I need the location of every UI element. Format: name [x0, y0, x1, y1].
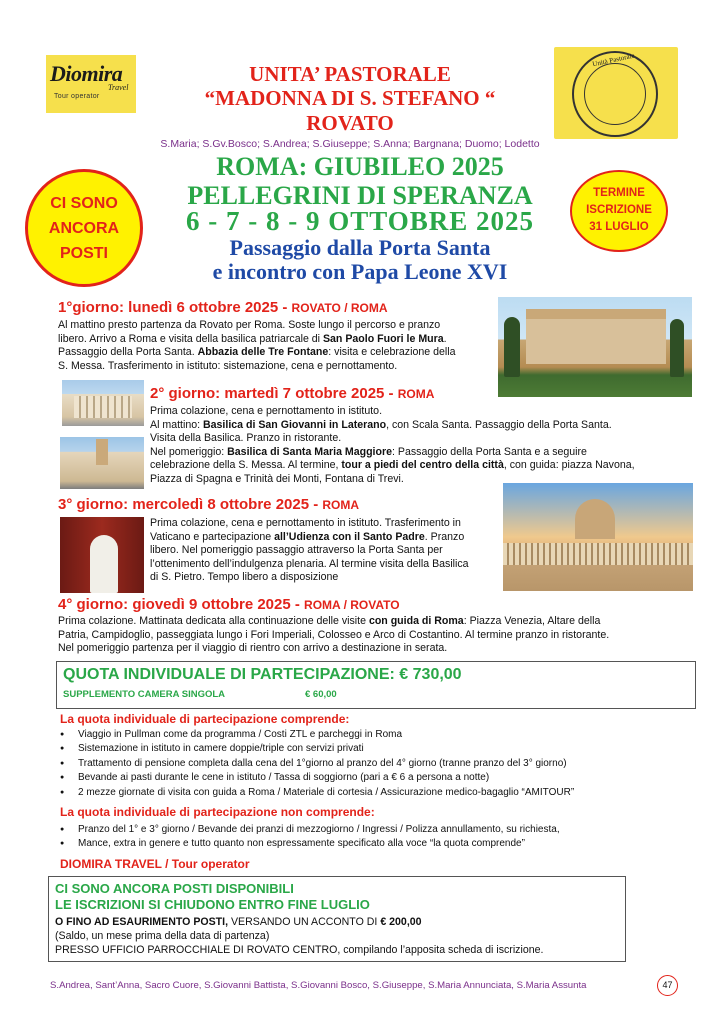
footer-parishes: S.Andrea, Sant’Anna, Sacro Cuore, S.Giovanni Battista, S.Giovanni Bosco, S.Giuseppe, S.Maria Annunciata, S.Maria Assunta	[50, 980, 587, 991]
day4-location: ROMA / ROVATO	[304, 598, 400, 612]
list-item: ● 2 mezze giornate di visita con guida a Roma / Materiale di cortesia / Assicurazione medico-bagaglio “AMITOUR”	[56, 786, 574, 800]
day1-description	[58, 319, 498, 373]
excludes-title: La quota individuale di partecipazione non comprende:	[60, 805, 375, 819]
box-line-1: CI SONO ANCORA POSTI DISPONIBILI	[55, 881, 294, 896]
day4-line: Prima colazione. Mattinata dedicata alla continuazione delle visite con guida di Roma: Piazza Venezia, Altare della	[58, 615, 601, 627]
day3-title	[58, 496, 359, 513]
day1-location: ROVATO / ROMA	[291, 301, 388, 315]
price-box	[56, 661, 696, 709]
badge-left-line-1: CI SONO	[50, 195, 118, 212]
day4-title-text: 4° giorno: giovedì 9 ottobre 2025 -	[58, 596, 305, 613]
box-line-5: PRESSO UFFICIO PARROCCHIALE DI ROVATO CENTRO, compilando l’apposita scheda di iscrizione.	[55, 944, 544, 956]
box-line-2: LE ISCRIZIONI SI CHIUDONO ENTRO FINE LUGLIO	[55, 897, 370, 912]
photo-santa-maria-maggiore	[60, 437, 144, 489]
supplement-value: € 60,00	[305, 689, 337, 700]
day1-line: Al mattino presto partenza da Rovato per Roma. Soste lungo il percorso e pranzo	[58, 319, 441, 331]
day4-line: Nel pomeriggio partenza per il viaggio di rientro con arrivo a destinazione in serata.	[58, 642, 448, 655]
event-title: ROMA: GIUBILEO 2025	[216, 152, 504, 181]
registration-deadline-badge	[570, 170, 668, 252]
day4-title	[58, 596, 400, 613]
event-highlight-2: e incontro con Papa Leone XVI	[212, 259, 508, 284]
places-available-badge	[25, 169, 143, 287]
day2-line: Nel pomeriggio: Basilica di Santa Maria Maggiore: Passaggio della Porta Santa e a seguire	[150, 445, 587, 458]
parish-seal	[554, 47, 678, 139]
day4-description	[58, 615, 708, 656]
day3-line: Prima colazione, cena e pernottamento in istituto. Trasferimento in	[150, 517, 461, 529]
badge-left-line-3: POSTI	[59, 245, 108, 262]
day1-title-text: 1°giorno: lunedì 6 ottobre 2025 -	[58, 299, 292, 316]
tour-operator: DIOMIRA TRAVEL / Tour operator	[60, 857, 250, 871]
list-item: ● Viaggio in Pullman come da programma / Costi ZTL e parcheggi in Roma	[56, 728, 574, 742]
page-number: 47	[657, 975, 678, 996]
list-item: ● Sistemazione in istituto in camere doppie/triple con servizi privati	[56, 742, 574, 756]
badge-right-line-3: 31 LUGLIO	[589, 221, 649, 233]
single-room-supplement	[63, 689, 337, 700]
event-highlight-1: Passaggio dalla Porta Santa	[229, 235, 491, 260]
photo-san-pietro	[503, 483, 693, 591]
box-line-4: (Saldo, un mese prima della data di partenza)	[55, 930, 270, 942]
day4-line: Patria, Campidoglio, passeggiata lungo i Fori Imperiali, Colosseo e Arco di Costantino. Al termine pranzo in ristorante.	[58, 628, 610, 641]
day3-line: l’ottenimento dell’indulgenza plenaria. Al termine visita della Basilica	[150, 557, 469, 570]
day2-title	[150, 385, 434, 402]
supplement-label: SUPPLEMENTO CAMERA SINGOLA	[63, 689, 226, 700]
badge-left-line-2: ANCORA	[48, 220, 120, 237]
day2-line: celebrazione della S. Messa. Al termine, tour a piedi del centro della città, con guida: piazza Navona,	[150, 459, 635, 472]
day1-line: Passaggio della Porta Santa. Abbazia delle Tre Fontane: visita e celebrazione della	[58, 346, 456, 359]
includes-title: La quota individuale di partecipazione comprende:	[60, 712, 350, 726]
list-item: ● Trattamento di pensione completa dalla cena del 1°giorno al pranzo del 4° giorno (tranne pranzo del 3° giorno)	[56, 757, 574, 771]
list-item: ● Mance, extra in genere e tutto quanto non espressamente specificato alla voce “la quota comprende”	[56, 837, 560, 851]
box-line-3: O FINO AD ESAURIMENTO POSTI, VERSANDO UN ACCONTO DI € 200,00	[55, 916, 422, 928]
photo-san-giovanni-laterano	[62, 380, 144, 426]
seal-inner-ring	[584, 63, 646, 125]
title-line-1: UNITA’ PASTORALE	[249, 62, 451, 86]
badge-right-line-1: TERMINE	[593, 187, 645, 199]
day2-line: Prima colazione, cena e pernottamento in istituto.	[150, 405, 383, 417]
title-line-2: “MADONNA DI S. STEFANO “	[204, 86, 496, 110]
excludes-list	[56, 823, 560, 852]
includes-list	[56, 728, 574, 800]
day2-title-text: 2° giorno: martedì 7 ottobre 2025 -	[150, 385, 398, 402]
day3-title-text: 3° giorno: mercoledì 8 ottobre 2025 -	[58, 496, 323, 513]
event-subtitle: PELLEGRINI DI SPERANZA	[187, 181, 533, 210]
parish-list: S.Maria; S.Gv.Bosco; S.Andrea; S.Giuseppe; S.Anna; Bargnana; Duomo; Lodetto	[160, 138, 540, 150]
day2-location: ROMA	[397, 387, 435, 401]
day2-line: Al mattino: Basilica di San Giovanni in Laterano, con Scala Santa. Passaggio della Porta Santa.	[150, 418, 612, 431]
logo-travel-label: Travel	[108, 83, 129, 92]
day2-line: Piazza di Spagna e Trinità dei Monti, Fontana di Trevi.	[150, 472, 404, 485]
day3-line: libero. Nel pomeriggio passaggio attraverso la Porta Santa per	[150, 544, 443, 557]
day3-description	[150, 517, 500, 585]
list-item: ● Bevande ai pasti durante le cene in istituto / Tassa di soggiorno (pari a € 6 a persona a notte)	[56, 771, 574, 785]
day1-title	[58, 299, 388, 316]
day1-line: libero. Arrivo a Roma e visita della basilica patriarcale di San Paolo Fuori le Mura.	[58, 332, 447, 345]
day3-line: di S. Pietro. Tempo libero a disposizione	[150, 571, 339, 584]
badge-right-line-2: ISCRIZIONE	[586, 204, 652, 216]
title-line-3: ROVATO	[306, 111, 394, 135]
photo-san-paolo-basilica	[498, 297, 692, 397]
registration-box	[48, 876, 626, 962]
price-main: QUOTA INDIVIDUALE DI PARTECIPAZIONE: € 730,00	[63, 666, 462, 683]
day3-location: ROMA	[322, 498, 360, 512]
logo-wordmark: Diomira	[50, 61, 123, 86]
diomira-logo	[46, 55, 136, 113]
seal-text: Unità Pastorale	[591, 51, 636, 69]
photo-pope-porta-santa	[60, 517, 144, 593]
list-item: ● Pranzo del 1° e 3° giorno / Bevande dei pranzi di mezzogiorno / Ingressi / Polizza annullamento, su richiesta,	[56, 823, 560, 837]
day3-line: Vaticano e partecipazione all’Udienza con il Santo Padre. Pranzo	[150, 530, 465, 543]
event-dates: 6 - 7 - 8 - 9 OTTOBRE 2025	[185, 206, 535, 236]
logo-subtitle: Tour operator	[54, 93, 100, 100]
day2-description	[150, 405, 700, 487]
day2-line: Visita della Basilica. Pranzo in ristorante.	[150, 432, 342, 445]
day1-line: S. Messa. Trasferimento in istituto: sistemazione, cena e pernottamento.	[58, 359, 398, 372]
